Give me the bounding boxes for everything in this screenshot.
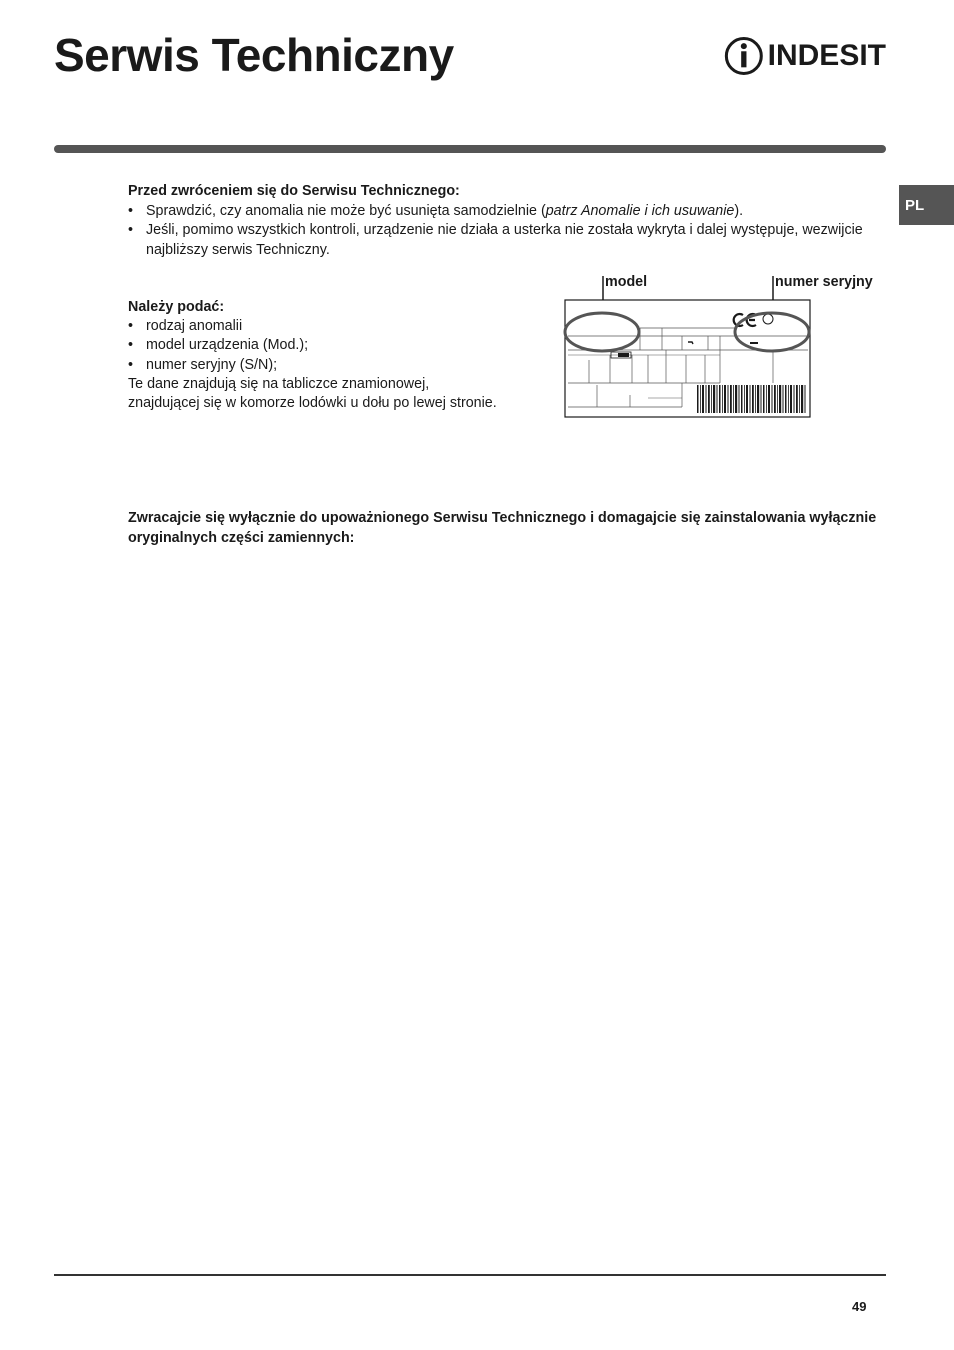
language-tab: PL [899,185,954,225]
top-rule [54,145,886,153]
list-item: • model urządzenia (Mod.); [128,336,548,355]
section-before-service [128,182,868,260]
provide-list [128,317,548,375]
brand-logo [724,34,886,78]
page-title: Serwis Techniczny [54,29,454,81]
bottom-rule [54,1274,886,1276]
note-line: Te dane znajdują się na tabliczce znamionowej, [128,375,430,392]
cross-reference: patrz Anomalie i ich usuwanie [545,202,735,219]
list-item: • Sprawdzić, czy anomalia nie może być usunięta samodzielnie (patrz Anomalie i ich usuwanie). [128,202,868,222]
before-list [128,202,868,261]
brand-name: INDESIT [767,39,886,72]
section-heading: Należy podać: [128,299,225,315]
list-item: • rodzaj anomalii [128,317,548,336]
list-item: • Jeśli, pomimo wszystkich kontroli, urządzenie nie działa a usterka nie została wykryta i dalej występuje, wezwijcie najbliższy serwis Techniczny. [128,221,868,260]
section-provide [128,298,548,413]
plate-label-model: model [605,274,648,290]
note-line: znajdującej się w komorze lodówki u dołu po lewej stronie. [128,395,497,412]
section-heading: Przed zwróceniem się do Serwisu Technicznego: [128,183,460,199]
plate-label-serial: numer seryjny [775,274,873,290]
list-item: • numer seryjny (S/N); [128,356,548,375]
service-notice: Zwracajcie się wyłącznie do upoważnionego Serwisu Technicznego i domagajcie się zainstalowania wyłącznie oryginalnych części zamiennych: [128,510,877,546]
page-number: 49 [852,1299,867,1314]
indesit-i-icon [724,34,764,78]
rating-plate-diagram [560,270,820,420]
